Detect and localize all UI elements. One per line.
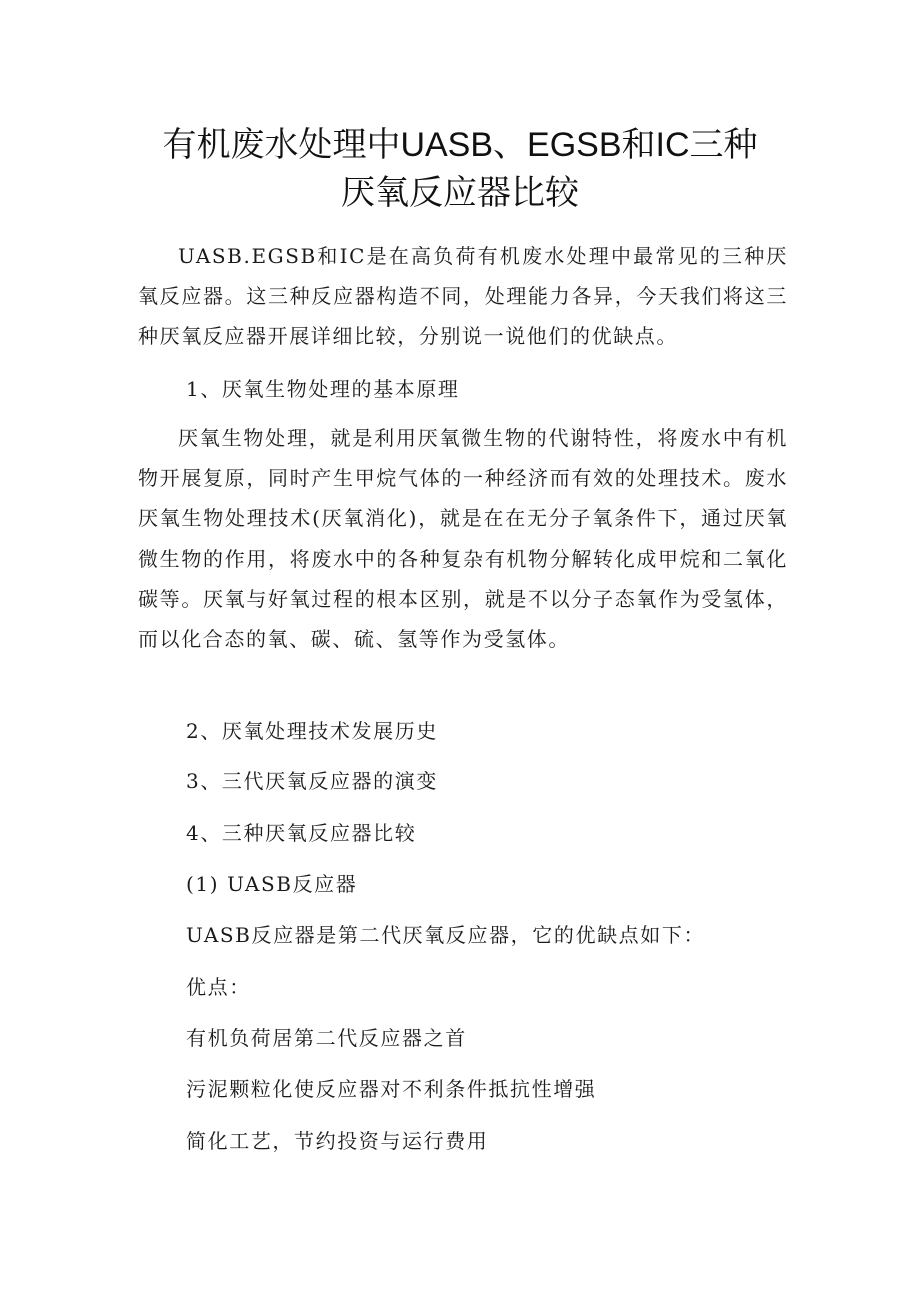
section-3-heading: 3、三代厌氧反应器的演变 bbox=[186, 769, 438, 793]
advantage-item: 简化工艺，节约投资与运行费用 bbox=[186, 1129, 489, 1153]
advantage-item: 污泥颗粒化使反应器对不利条件抵抗性增强 bbox=[186, 1077, 597, 1101]
intro-paragraph: UASB.EGSB和IC是在高负荷有机废水处理中最常见的三种厌氧反应器。这三种反应器构造不同，处理能力各异，今天我们将这三种厌氧反应器开展详细比较，分别说一说他们的优缺点。 bbox=[138, 244, 788, 349]
uasb-subsection-heading: (1) UASB反应器 bbox=[186, 872, 358, 896]
section-1-body: 厌氧生物处理，就是利用厌氧微生物的代谢特性，将废水中有机物开展复原，同时产生甲烷气体的一种经济而有效的处理技术。废水厌氧生物处理技术(厌氧消化)，就是在在无分子氧条件下，通过厌氧微生物的作用，将废水中的各种复杂有机物分解转化成甲烷和二氧化碳等。厌氧与好氧过程的根本区别，就是不以分子态氧作为受氢体，而以化合态的氧、碳、硫、氢等作为受氢体。 bbox=[138, 426, 788, 652]
advantages-label: 优点： bbox=[186, 975, 251, 999]
advantage-item: 有机负荷居第二代反应器之首 bbox=[186, 1026, 467, 1050]
section-4-heading: 4、三种厌氧反应器比较 bbox=[186, 821, 417, 845]
document-title-line-2: 厌氧反应器比较 bbox=[341, 174, 579, 212]
document-title-line-1: 有机废水处理中UASB、EGSB和IC三种 bbox=[162, 126, 758, 164]
section-1-heading: 1、厌氧生物处理的基本原理 bbox=[186, 377, 460, 401]
section-2-heading: 2、厌氧处理技术发展历史 bbox=[186, 719, 438, 743]
uasb-intro-line: UASB反应器是第二代厌氧反应器，它的优缺点如下： bbox=[186, 923, 706, 947]
